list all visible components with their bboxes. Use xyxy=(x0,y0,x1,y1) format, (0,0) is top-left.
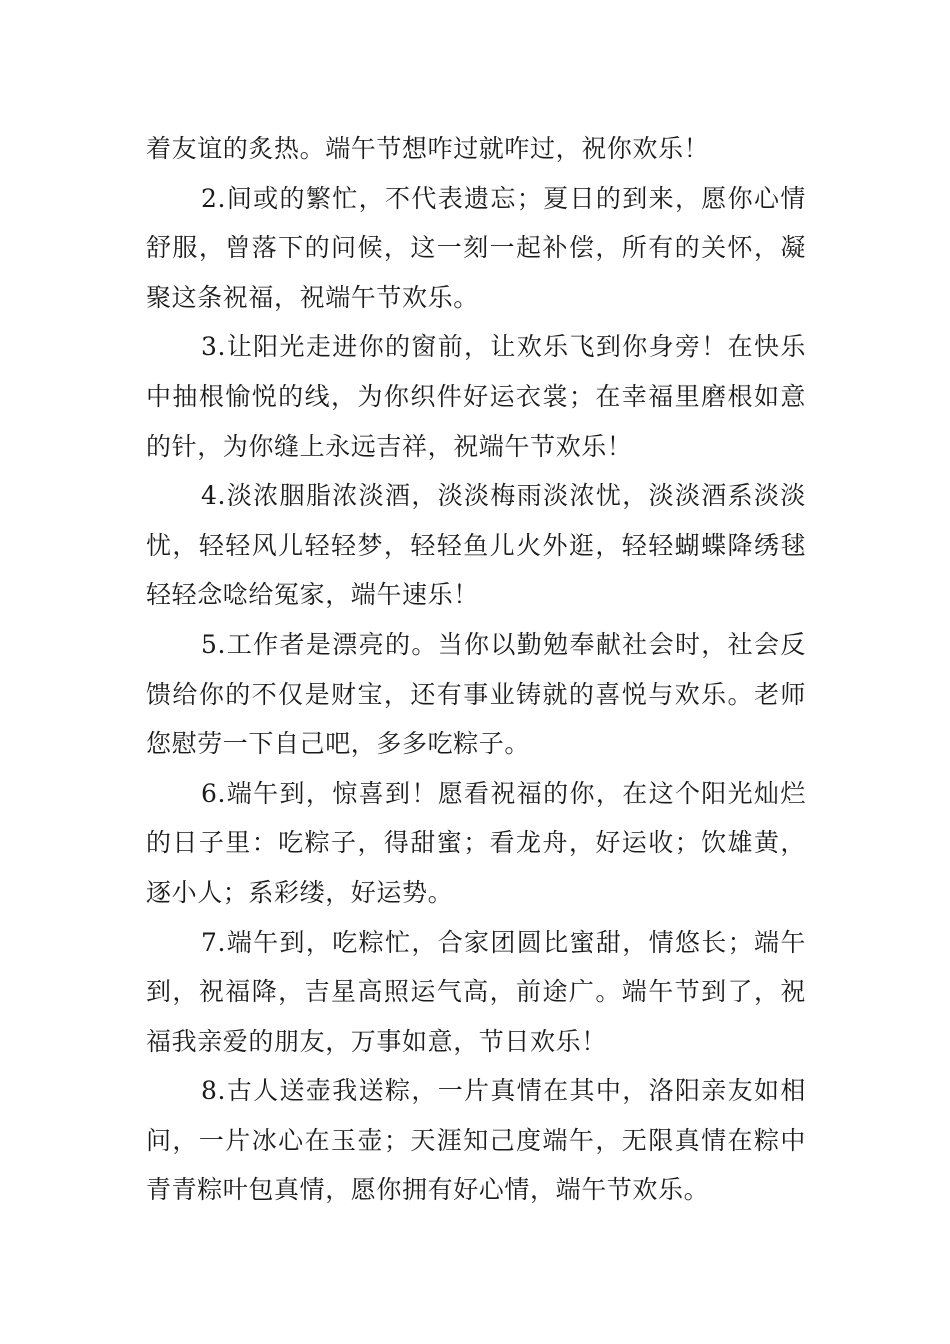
paragraph-3: 3.让阳光走进你的窗前，让欢乐飞到你身旁！在快乐中抽根愉悦的线，为你织件好运衣裳；在幸福里磨根如意的针，为你缝上永远吉祥，祝端午节欢乐！ xyxy=(146,332,806,461)
paragraph-4: 4.淡浓胭脂浓淡酒，淡淡梅雨淡浓忧，淡淡酒系淡淡忧，轻轻风儿轻轻梦，轻轻鱼儿火外逛，轻轻蝴蝶降绣毬轻轻念唸给冤家，端午速乐！ xyxy=(146,481,806,610)
paragraph-continuation: 着友谊的炙热。端午节想咋过就咋过，祝你欢乐！ xyxy=(146,134,710,163)
paragraph-5: 5.工作者是漂亮的。当你以勤勉奉献社会时，社会反馈给你的不仅是财宝，还有事业铸就的喜悦与欢乐。老师您慰劳一下自己吧，多多吃粽子。 xyxy=(146,629,806,759)
paragraph-8: 8.古人送壶我送粽，一片真情在其中，洛阳亲友如相问，一片冰心在玉壶；天涯知己度端午，无限真情在粽中青青粽叶包真情，愿你拥有好心情，端午节欢乐。 xyxy=(146,1076,806,1205)
paragraph-7: 7.端午到，吃粽忙，合家团圆比蜜甜，情悠长；端午到，祝福降，吉星高照运气高，前途广。端午节到了，祝福我亲爱的朋友，万事如意，节日欢乐！ xyxy=(146,927,806,1056)
paragraph-6: 6.端午到，惊喜到！愿看祝福的你，在这个阳光灿烂的日子里：吃粽子，得甜蜜；看龙舟，好运收；饮雄黄，逐小人；系彩缕，好运势。 xyxy=(146,778,806,907)
document-body xyxy=(146,124,806,1215)
paragraph-2: 2.间或的繁忙，不代表遗忘；夏日的到来，愿你心情舒服，曾落下的问候，这一刻一起补偿，所有的关怀，凝聚这条祝福，祝端午节欢乐。 xyxy=(146,183,806,312)
